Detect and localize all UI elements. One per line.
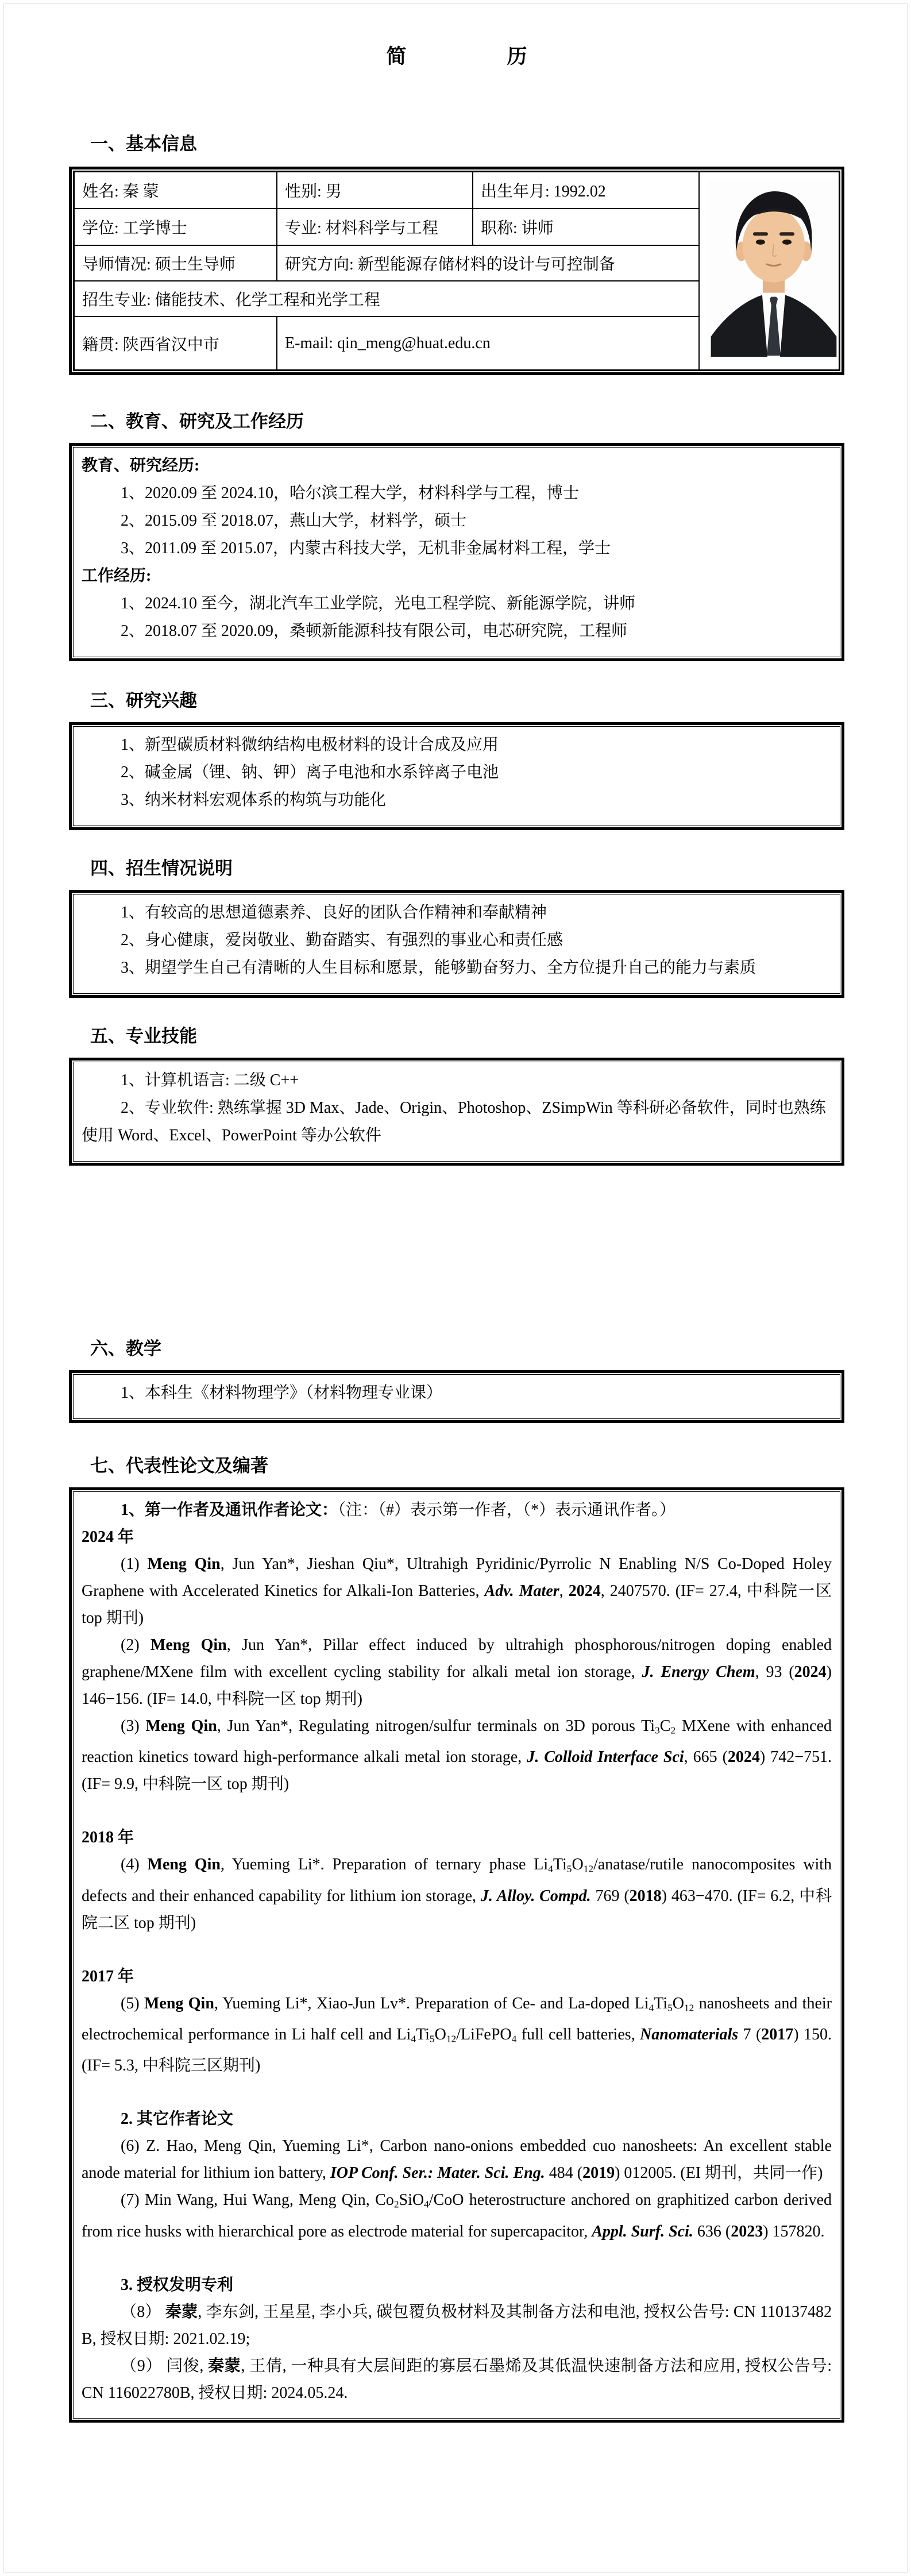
patent-entry: （9） 闫俊, 秦蒙, 王倩, 一种具有大层间距的寡层石墨烯及其低温快速制备方法和应用, 授权公告号: CN 116022780B, 授权日期: 2024.05.24.: [82, 2357, 832, 2402]
pub-entry: (1) Meng Qin, Jun Yan*, Jieshan Qiu*, Ultrahigh Pyridinic/Pyrrolic N Enabling N/S Co-Doped Holey Graphene with Accelerated Kinetics for Alkali-Ion Batteries, Adv. Mater, 2024, 2407570. (IF= 27.4, 中科院一区 top 期刊): [82, 1555, 832, 1627]
recruitment-item: 3、期望学生自己有清晰的人生目标和愿景，能够勤奋努力、全方位提升自己的能力与素质: [121, 959, 756, 977]
education-item: 2、2015.09 至 2018.07，燕山大学，材料学，硕士: [121, 512, 467, 530]
interest-item: 2、碱金属（锂、钠、钾）离子电池和水系锌离子电池: [121, 763, 499, 781]
work-label: 工作经历:: [82, 567, 152, 585]
publications-box: [69, 1487, 844, 2423]
education-label: 教育、研究经历:: [82, 457, 200, 475]
patent-entry: （8） 秦蒙, 李东剑, 王星星, 李小兵, 碳包覆负极材料及其制备方法和电池, 授权公告号: CN 110137482 B, 授权日期: 2021.02.19;: [82, 2303, 832, 2348]
teaching-box: [69, 1370, 844, 1423]
page-title: 简 历: [386, 45, 527, 68]
pub-year-2024: 2024 年: [82, 1528, 134, 1546]
cell-email: E-mail: qin_meng@huat.edu.cn: [277, 317, 699, 370]
work-item: 1、2024.10 至今，湖北汽车工业学院，光电工程学院、新能源学院，讲师: [121, 595, 636, 612]
section-heading-publications: 七、代表性论文及编著: [90, 1456, 268, 1476]
cell-research-direction: 研究方向: 新型能源存储材料的设计与可控制备: [277, 245, 699, 281]
interest-item: 1、新型碳质材料微纳结构电极材料的设计合成及应用: [121, 736, 499, 754]
pub-year-2017: 2017 年: [82, 1967, 134, 1985]
section-heading-skills: 五、专业技能: [90, 1026, 197, 1046]
section-heading-teaching: 六、教学: [90, 1339, 161, 1359]
skill-item: 2、专业软件: 熟练掌握 3D Max、Jade、Origin、Photoshop、ZSimpWin 等科研必备软件，同时也熟练使用 Word、Excel、PowerPoint 等办公软件: [82, 1099, 826, 1144]
skill-item: 1、计算机语言: 二级 C++: [121, 1071, 299, 1089]
pub-subheading-first-author: 1、第一作者及通讯作者论文：（注：（#）表示第一作者，（*）表示通讯作者。）: [121, 1501, 676, 1519]
cell-major: 专业: 材料科学与工程: [277, 209, 473, 245]
skills-box: [69, 1058, 844, 1166]
cell-job-title: 职称: 讲师: [473, 209, 699, 245]
interests-box: [69, 722, 844, 830]
portrait-photo-illustration: [707, 181, 839, 357]
pub-entry: (6) Z. Hao, Meng Qin, Yueming Li*, Carbon nano-onions embedded cuo nanosheets: An excellent stable anode material for lithium ion battery, IOP Conf. Ser.: Mater. Sci. Eng. 484 (2019) 012005. (EI 期刊，共同一作): [82, 2137, 832, 2182]
portrait-photo: [699, 172, 839, 370]
interest-item: 3、纳米材料宏观体系的构筑与功能化: [121, 791, 387, 809]
experience-box: [69, 443, 844, 661]
basic-info-table: [69, 167, 844, 375]
cell-degree: 学位: 工学博士: [74, 209, 277, 245]
cell-birth: 出生年月: 1992.02: [473, 172, 699, 209]
education-item: 1、2020.09 至 2024.10，哈尔滨工程大学，材料科学与工程，博士: [121, 484, 580, 502]
cell-mentor: 导师情况: 硕士生导师: [74, 245, 277, 281]
pub-subheading-patents: 3. 授权发明专利: [121, 2276, 234, 2294]
pub-entry: (7) Min Wang, Hui Wang, Meng Qin, Co2SiO4/CoO heterostructure anchored on graphitized carbon derived from rice husks with hierarchical pore as electrode material for supercapacitor, Appl. Surf. Sci. 636 (2023) 157820.: [82, 2191, 832, 2240]
recruitment-item: 1、有较高的思想道德素养、良好的团队合作精神和奉献精神: [121, 904, 547, 921]
pub-entry: (5) Meng Qin, Yueming Li*, Xiao-Jun Lv*. Preparation of Ce- and La-doped Li4Ti5O12 nanosheets and their electrochemical performance in Li half cell and Li4Ti5O12/LiFePO4 full cell batteries, Nanomaterials 7 (2017) 150. (IF= 5.3, 中科院三区期刊): [82, 1994, 832, 2075]
work-item: 2、2018.07 至 2020.09，桑顿新能源科技有限公司，电芯研究院，工程师: [121, 622, 628, 640]
pub-entry: (4) Meng Qin, Yueming Li*. Preparation of ternary phase Li4Ti5O12/anatase/rutile nanocomposites with defects and their enhanced capability for lithium ion storage, J. Alloy. Compd. 769 (2018) 463−470. (IF= 6.2, 中科院二区 top 期刊): [82, 1856, 832, 1932]
cell-enroll-major: 招生专业: 储能技术、化学工程和光学工程: [74, 281, 699, 317]
recruitment-item: 2、身心健康，爱岗敬业、勤奋踏实、有强烈的事业心和责任感: [121, 931, 563, 949]
pub-year-2018: 2018 年: [82, 1829, 134, 1847]
cell-native-place: 籍贯: 陕西省汉中市: [74, 317, 277, 370]
recruitment-box: [69, 890, 844, 998]
section-heading-recruitment: 四、招生情况说明: [90, 858, 233, 878]
section-heading-experience: 二、教育、研究及工作经历: [90, 411, 304, 431]
section-heading-interests: 三、研究兴趣: [90, 691, 197, 711]
education-item: 3、2011.09 至 2015.07，内蒙古科技大学，无机非金属材料工程，学士: [121, 539, 611, 557]
pub-entry: (2) Meng Qin, Jun Yan*, Pillar effect induced by ultrahigh phosphorous/nitrogen doping enabled graphene/MXene film with excellent cycling stability for alkali metal ion storage, J. Energy Chem, 93 (2024) 146−156. (IF= 14.0, 中科院一区 top 期刊): [82, 1636, 832, 1708]
pub-entry: (3) Meng Qin, Jun Yan*, Regulating nitrogen/sulfur terminals on 3D porous Ti3C2 MXene with enhanced reaction kinetics toward high-performance alkali metal ion storage, J. Colloid Interface Sci, 665 (2024) 742−751. (IF= 9.9, 中科院一区 top 期刊): [82, 1717, 832, 1794]
teaching-item: 1、本科生《材料物理学》（材料物理专业课）: [121, 1384, 443, 1402]
section-heading-basic: 一、基本信息: [90, 134, 197, 154]
cell-name: 姓名: 秦 蒙: [74, 172, 277, 209]
cell-gender: 性别: 男: [277, 172, 473, 209]
pub-subheading-other-author: 2. 其它作者论文: [121, 2110, 234, 2128]
